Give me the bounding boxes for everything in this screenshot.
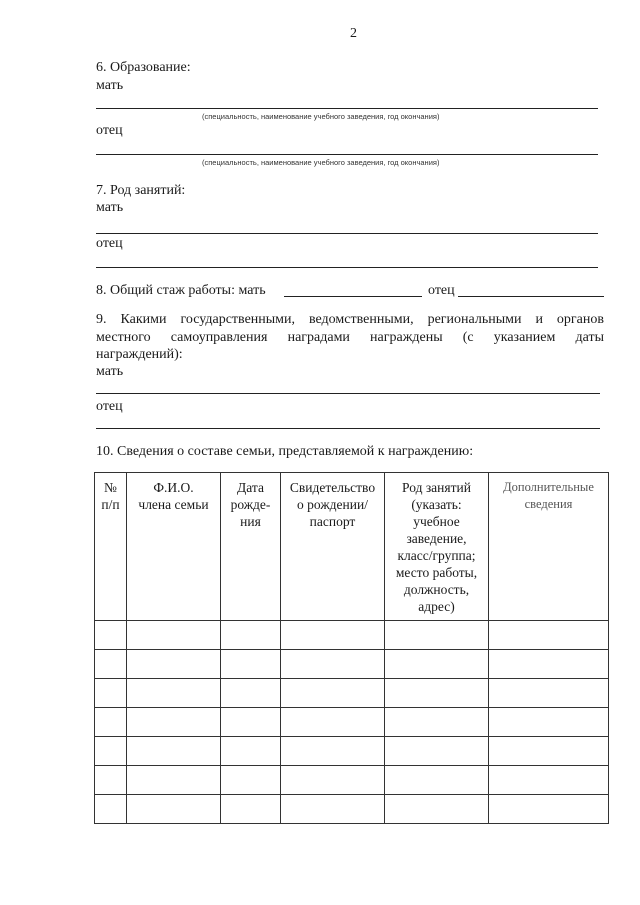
table-row (95, 621, 609, 650)
section-6-hint-1: (специальность, наименование учебного заведения, год окончания) (202, 112, 440, 121)
table-cell[interactable] (281, 621, 385, 650)
table-cell[interactable] (385, 679, 489, 708)
section-10-title: 10. Сведения о составе семьи, представляемой к награждению: (96, 444, 474, 459)
table-cell[interactable] (127, 795, 221, 824)
section-6-father-line[interactable] (96, 154, 598, 155)
table-cell[interactable] (127, 679, 221, 708)
family-table-body (95, 621, 609, 824)
table-cell[interactable] (489, 679, 609, 708)
table-cell[interactable] (95, 708, 127, 737)
table-cell[interactable] (221, 621, 281, 650)
table-cell[interactable] (385, 766, 489, 795)
section-9-father-label: отец (96, 399, 123, 414)
header-full-name: Ф.И.О. члена семьи (127, 473, 221, 621)
table-cell[interactable] (385, 650, 489, 679)
header-birth-date: Дата рожде- ния (221, 473, 281, 621)
table-row (95, 737, 609, 766)
table-cell[interactable] (95, 621, 127, 650)
header-additional-info: Дополнительные сведения (489, 473, 609, 621)
table-cell[interactable] (95, 650, 127, 679)
section-8-father-line[interactable] (458, 296, 604, 297)
table-cell[interactable] (127, 766, 221, 795)
section-9-father-line[interactable] (96, 428, 600, 429)
table-cell[interactable] (385, 708, 489, 737)
table-cell[interactable] (281, 650, 385, 679)
section-9-mother-label: мать (96, 364, 124, 379)
table-cell[interactable] (221, 795, 281, 824)
table-row (95, 795, 609, 824)
table-cell[interactable] (385, 737, 489, 766)
table-cell[interactable] (281, 795, 385, 824)
table-cell[interactable] (489, 737, 609, 766)
table-cell[interactable] (281, 679, 385, 708)
table-cell[interactable] (95, 679, 127, 708)
page-number: 2 (350, 26, 357, 41)
table-cell[interactable] (221, 650, 281, 679)
section-9-text-line-2: местного самоуправления наградами награждены (с указанием даты (96, 330, 604, 345)
section-6-mother-label: мать (96, 78, 124, 93)
section-7-father-label: отец (96, 236, 123, 251)
table-cell[interactable] (127, 621, 221, 650)
table-cell[interactable] (221, 679, 281, 708)
section-9-mother-line[interactable] (96, 393, 600, 394)
table-cell[interactable] (127, 650, 221, 679)
table-cell[interactable] (385, 621, 489, 650)
header-occupation: Род занятий (указать: учебное заведение, класс/группа; место работы, должность, адрес) (385, 473, 489, 621)
table-cell[interactable] (281, 708, 385, 737)
table-cell[interactable] (489, 708, 609, 737)
table-row (95, 708, 609, 737)
table-cell[interactable] (95, 766, 127, 795)
table-cell[interactable] (95, 795, 127, 824)
header-certificate: Свидетельство о рождении/ паспорт (281, 473, 385, 621)
table-cell[interactable] (221, 737, 281, 766)
section-9-text-line-1: 9. Какими государственными, ведомственными, региональными и органов (96, 312, 604, 327)
section-7-title: 7. Род занятий: (96, 183, 186, 198)
table-cell[interactable] (127, 737, 221, 766)
section-6-mother-line[interactable] (96, 108, 598, 109)
table-row (95, 766, 609, 795)
section-7-mother-line[interactable] (96, 233, 598, 234)
section-8-father-label: отец (428, 283, 455, 298)
family-table-header-row (95, 473, 609, 621)
section-8-title: 8. Общий стаж работы: мать (96, 283, 266, 298)
section-6-hint-2: (специальность, наименование учебного заведения, год окончания) (202, 158, 440, 167)
table-cell[interactable] (281, 737, 385, 766)
family-table (94, 472, 609, 824)
table-cell[interactable] (489, 795, 609, 824)
table-cell[interactable] (281, 766, 385, 795)
section-6-title: 6. Образование: (96, 60, 191, 75)
table-row (95, 679, 609, 708)
section-9-text-line-3: награждений): (96, 347, 183, 362)
header-number: № п/п (95, 473, 127, 621)
section-6-father-label: отец (96, 123, 123, 138)
table-cell[interactable] (95, 737, 127, 766)
table-cell[interactable] (489, 650, 609, 679)
table-row (95, 650, 609, 679)
table-cell[interactable] (489, 766, 609, 795)
section-8-mother-line[interactable] (284, 296, 422, 297)
section-7-father-line[interactable] (96, 267, 598, 268)
table-cell[interactable] (221, 766, 281, 795)
table-cell[interactable] (489, 621, 609, 650)
section-7-mother-label: мать (96, 200, 124, 215)
table-cell[interactable] (385, 795, 489, 824)
table-cell[interactable] (221, 708, 281, 737)
table-cell[interactable] (127, 708, 221, 737)
